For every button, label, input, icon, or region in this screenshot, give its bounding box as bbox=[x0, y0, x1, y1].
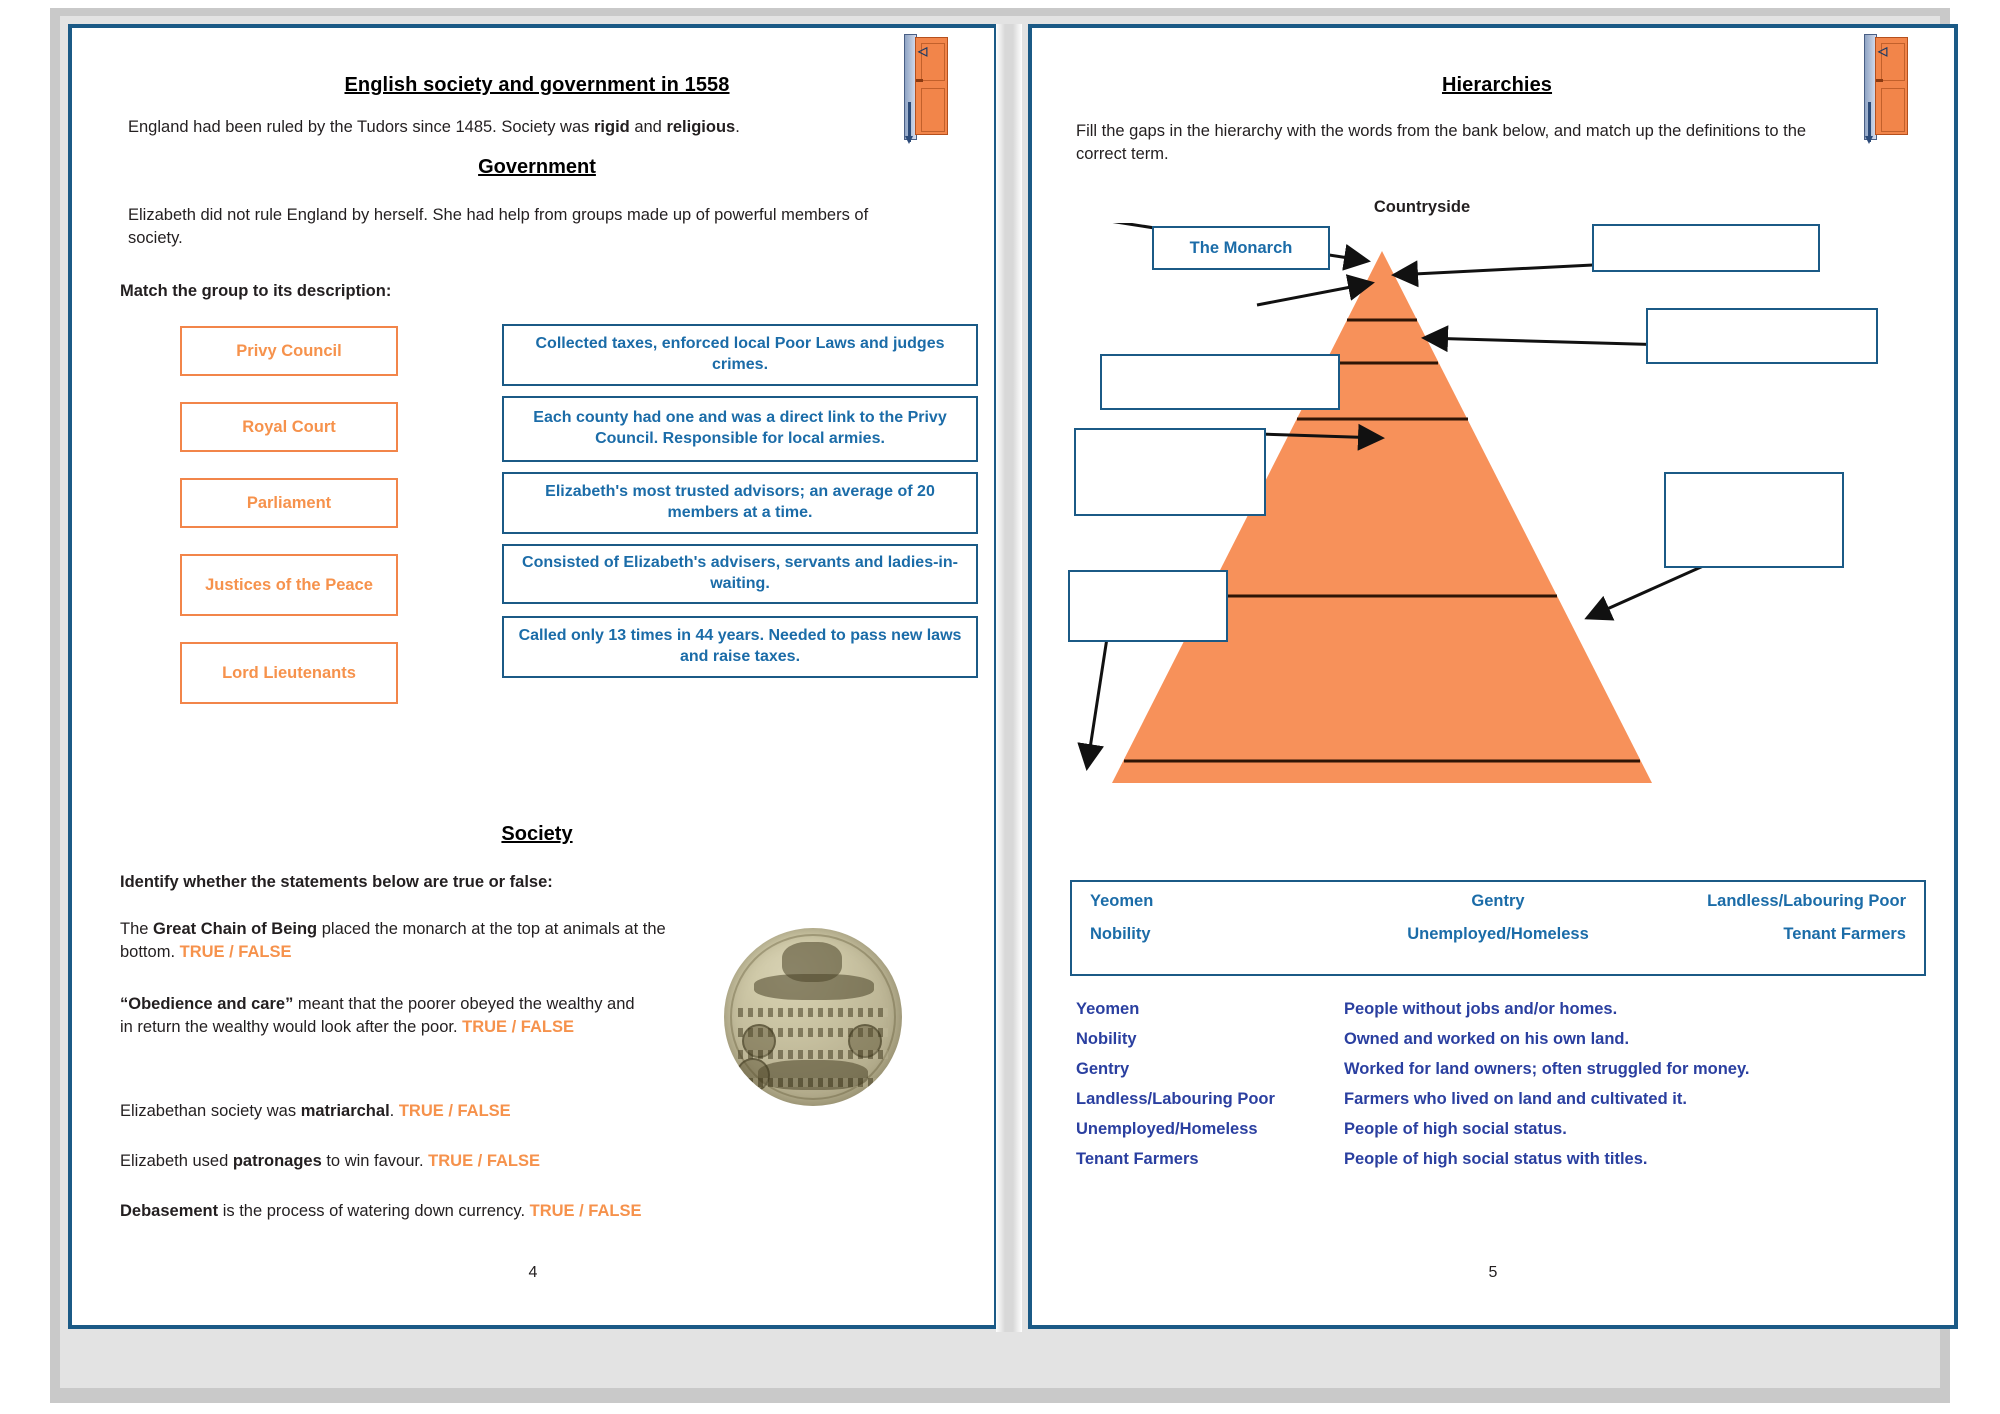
match-prompt: Match the group to its description: bbox=[120, 282, 392, 300]
page-title: English society and government in 1558 bbox=[344, 74, 730, 96]
true-false-option[interactable]: TRUE / FALSE bbox=[462, 1018, 574, 1037]
definition-text[interactable]: People without jobs and/or homes. bbox=[1344, 1000, 1618, 1018]
definition-row bbox=[1076, 1060, 1936, 1079]
hierarchy-label-box-empty[interactable] bbox=[1592, 224, 1820, 272]
hierarchy-label-box-empty[interactable] bbox=[1664, 472, 1844, 568]
society-prompt: Identify whether the statements below are true or false: bbox=[120, 873, 553, 891]
definition-term[interactable]: Landless/Labouring Poor bbox=[1076, 1090, 1275, 1108]
definition-term[interactable]: Unemployed/Homeless bbox=[1076, 1120, 1258, 1138]
definition-row bbox=[1076, 1150, 1936, 1169]
statement-row: The Great Chain of Being placed the monarch at the top at animals at the bottom. TRUE / FALSE bbox=[120, 920, 666, 962]
intro-paragraph: England had been ruled by the Tudors since 1485. Society was rigid and religious. bbox=[128, 118, 740, 136]
word-bank-row bbox=[1090, 925, 1906, 944]
great-chain-of-being-image bbox=[724, 928, 902, 1106]
word-bank-item[interactable]: Nobility bbox=[1090, 925, 1151, 943]
true-false-option[interactable]: TRUE / FALSE bbox=[529, 1202, 642, 1220]
hierarchy-label-box-monarch[interactable]: The Monarch bbox=[1152, 226, 1330, 270]
definition-row bbox=[1076, 1000, 1936, 1019]
description-box[interactable]: Called only 13 times in 44 years. Needed to pass new laws and raise taxes. bbox=[502, 616, 978, 678]
true-false-option[interactable]: TRUE / FALSE bbox=[398, 1102, 511, 1120]
statement-row: Elizabethan society was matriarchal. TRUE / FALSE bbox=[120, 1102, 511, 1120]
hierarchy-label-box-empty[interactable] bbox=[1646, 308, 1878, 364]
definition-row bbox=[1076, 1030, 1936, 1049]
statement-row: Elizabeth used patronages to win favour. TRUE / FALSE bbox=[120, 1152, 540, 1170]
word-bank-item[interactable]: Yeomen bbox=[1090, 892, 1154, 910]
definition-text[interactable]: Worked for land owners; often struggled for money. bbox=[1344, 1060, 1750, 1078]
book-gutter bbox=[996, 24, 1022, 1332]
definition-term[interactable]: Nobility bbox=[1076, 1030, 1137, 1048]
page-number: 4 bbox=[528, 1264, 538, 1281]
hierarchy-label-box-empty[interactable] bbox=[1074, 428, 1266, 516]
door-icon: ◁ bbox=[1864, 34, 1910, 142]
page-title: Hierarchies bbox=[1441, 74, 1553, 96]
description-box[interactable]: Elizabeth's most trusted advisors; an average of 20 members at a time. bbox=[502, 472, 978, 534]
description-box[interactable]: Consisted of Elizabeth's advisers, servants and ladies-in-waiting. bbox=[502, 544, 978, 604]
government-heading: Government bbox=[478, 156, 596, 178]
page-right bbox=[1028, 24, 1958, 1329]
door-icon: ◁ bbox=[904, 34, 950, 142]
statement-row: Debasement is the process of watering down currency. TRUE / FALSE bbox=[120, 1202, 642, 1220]
government-paragraph: Elizabeth did not rule England by herself. She had help from groups made up of powerful members of society. bbox=[128, 206, 869, 248]
word-bank-row bbox=[1090, 892, 1906, 911]
definition-row bbox=[1076, 1090, 1936, 1109]
word-bank bbox=[1070, 880, 1926, 976]
term-box[interactable]: Lord Lieutenants bbox=[180, 642, 398, 704]
word-bank-item[interactable]: Tenant Farmers bbox=[1783, 925, 1906, 943]
word-bank-item[interactable]: Landless/Labouring Poor bbox=[1707, 892, 1906, 910]
definition-text[interactable]: Owned and worked on his own land. bbox=[1344, 1030, 1630, 1048]
definition-term[interactable]: Tenant Farmers bbox=[1076, 1150, 1199, 1168]
page-number: 5 bbox=[1488, 1264, 1498, 1281]
true-false-option[interactable]: TRUE / FALSE bbox=[179, 943, 292, 962]
definition-term[interactable]: Yeomen bbox=[1076, 1000, 1140, 1018]
countryside-label: Countryside bbox=[1373, 198, 1471, 216]
description-box[interactable]: Each county had one and was a direct link to the Privy Council. Responsible for local armies. bbox=[502, 396, 978, 462]
statement-row: “Obedience and care” meant that the poorer obeyed the wealthy and in return the wealthy would look after the poor. TRUE / FALSE bbox=[120, 995, 635, 1037]
definition-term[interactable]: Gentry bbox=[1076, 1060, 1130, 1078]
definition-text[interactable]: Farmers who lived on land and cultivated it. bbox=[1344, 1090, 1687, 1108]
word-bank-item[interactable]: Gentry bbox=[1471, 892, 1525, 910]
definition-text[interactable]: People of high social status. bbox=[1344, 1120, 1567, 1138]
word-bank-item[interactable]: Unemployed/Homeless bbox=[1407, 925, 1589, 943]
society-heading: Society bbox=[501, 823, 573, 845]
true-false-option[interactable]: TRUE / FALSE bbox=[428, 1152, 540, 1170]
page-left bbox=[68, 24, 998, 1329]
definition-row bbox=[1076, 1120, 1936, 1139]
instructions: Fill the gaps in the hierarchy with the words from the bank below, and match up the definitions to the correct term. bbox=[1076, 122, 1807, 164]
description-box[interactable]: Collected taxes, enforced local Poor Laws and judges crimes. bbox=[502, 324, 978, 386]
definitions-list bbox=[1076, 1000, 1936, 1180]
term-box[interactable]: Parliament bbox=[180, 478, 398, 528]
term-box[interactable]: Royal Court bbox=[180, 402, 398, 452]
definition-text[interactable]: People of high social status with titles. bbox=[1344, 1150, 1648, 1168]
term-box[interactable]: Justices of the Peace bbox=[180, 554, 398, 616]
hierarchy-label-box-empty[interactable] bbox=[1068, 570, 1228, 642]
hierarchy-label-box-empty[interactable] bbox=[1100, 354, 1340, 410]
term-box[interactable]: Privy Council bbox=[180, 326, 398, 376]
